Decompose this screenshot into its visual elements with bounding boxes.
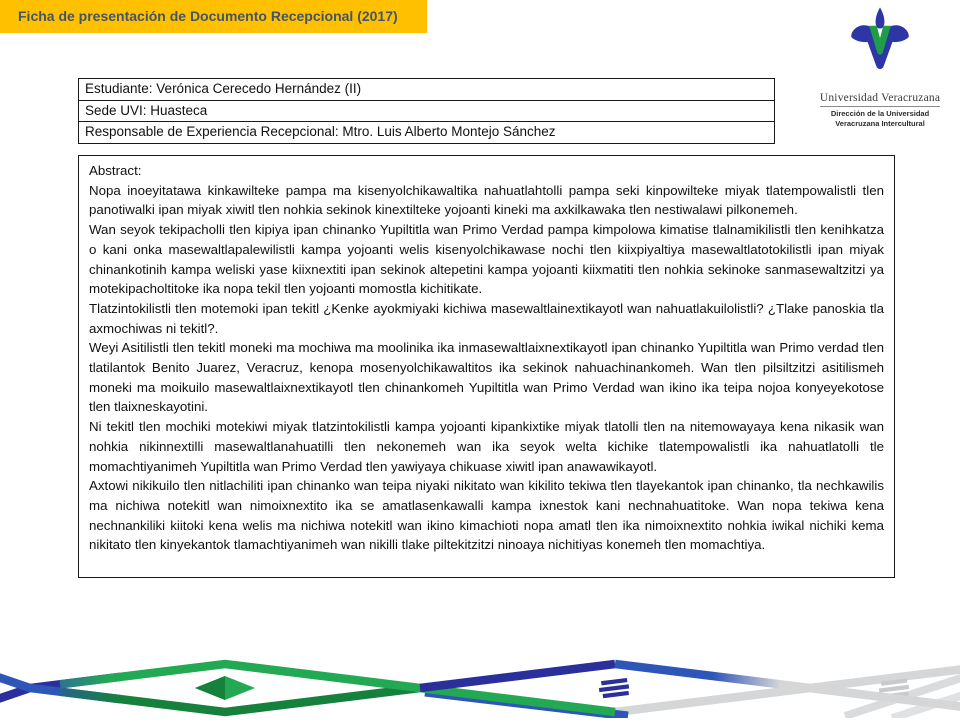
info-row: Responsable de Experiencia Recepcional: Mtro. Luis Alberto Montejo Sánchez xyxy=(85,124,556,139)
footer-ribbon-graphic xyxy=(0,656,960,718)
logo-department-line2: Veracruzana Intercultural xyxy=(835,118,925,128)
blue-striped-diamond xyxy=(598,678,630,699)
abstract-paragraph: Tlatzintokilistli tlen motemoki ipan tekitl ¿Kenke ayokmiyaki kichiwa masewaltlainextikayotl wan nahuatlakuilolistli? ¿Tlake panoskia tla axmochiwas ni tekitl?. xyxy=(89,300,884,336)
abstract-paragraphs xyxy=(89,181,884,555)
info-row: Estudiante: Verónica Cerecedo Hernández (II) xyxy=(79,79,774,101)
logo-institution-name: Universidad Veracruzana xyxy=(819,92,941,104)
student-info-table xyxy=(78,78,775,144)
abstract-paragraph: Ni tekitl tlen mochiki motekiwi miyak tlatzintokilistli kampa yojoanti kipankixtike miyak tlatolli tlen na nitemowayaya kena nikasik wan nohkia nikinnextilli masewaltlanahuatilli tlen nekonemeh wan ika seyok welta kichike tlatempowalistli ika nahuatlatolli tle momachtiyanimeh Yupiltitla wan Primo Verdad tlen yawiyaya chikuase xiwitl ipan anawawikayotl. xyxy=(89,419,884,474)
logo-department-line1: Dirección de la Universidad xyxy=(830,109,930,118)
abstract-paragraph: Axtowi nikikuilo tlen nitlachiliti ipan chinanko wan teipa niyaki nikitato wan kikilito tekiwa tlen tlayekantok ipan chinanko, tla nechkawilis ma nichiwa notekitl wan nimoixnextito ika se amatlasenkawalli kampa ixnestok kani nechnahuatitoke. Wan nopa tekiwa kena nechnankiliki kiitoki kena welis ma nichiwa notekitl wan ikino kimachioti nopa amatl tlen ika nimoixnextito nohkia iwikal nichiki kema nikitato tlen kinyekantok tlamachtiyanimeh wan nikilli tlake piltekitzitzi ninoaya nichitiyas konemeh tlen momachtiya. xyxy=(89,478,884,553)
university-logo xyxy=(810,6,950,128)
abstract-box xyxy=(78,155,895,578)
header-banner xyxy=(0,0,427,33)
info-row: Sede UVI: Huasteca xyxy=(79,101,774,123)
logo-divider xyxy=(820,106,940,107)
abstract-paragraph: Nopa inoeyitatawa kinkawilteke pampa ma kisenyolchikawaltika nahuatlahtolli pampa seki kinpowilteke miyak tlatempowalistli tlen panotiwalki ipan miyak xiwitl tlen nohkia sekinok kinextilteke yojoanti kineki ma axkilkawaka tlen nestiwalawi pilkonemeh. xyxy=(89,182,884,218)
page-title: Ficha de presentación de Documento Recepcional (2017) xyxy=(18,8,398,24)
uv-fleur-de-lis-icon xyxy=(847,6,913,90)
abstract-label: Abstract: xyxy=(89,163,142,178)
abstract-paragraph: Weyi Asitilistli tlen tekitl moneki ma mochiwa ma moolinika ika inmasewaltlaixnextikayotl ipan chinanko Yupiltitla wan Primo verdad tlen tlatilantok Benito Juarez, Veracruz, kenopa mosenyolchikawaltitos ika sekinok nahuachinankomeh. Wan tlen pilsiltzitzi asitilismeh moneki ma moikuilo masewaltlaixnextikayotl tlen chinankomeh Yupiltitla wan Primo Verdad wan ikino ika teipa nojoa konyeyekotose tlen tlaixneskayotini. xyxy=(89,340,884,415)
abstract-paragraph: Wan seyok tekipacholli tlen kipiya ipan chinanko Yupiltitla wan Primo Verdad pampa kimpolowa kimatise tlalnamikilistli tlen kenihkatza o kani onka masewaltlapalewilistli kampa yojoanti welis kisenyolchikawase nochi tlen kiixpiyaltiya masewaltlatotokilistli ipan miyak chinankotinih kampa weliski yase kiixnextiti ipan sekinok altepetini kampa yojoanti kiixmatiti tlen nohkia sekinoke sanmasewaltzitzi ya motekipacholtitoke ika nopa tekil tlen yojoanti momostla kichitikate. xyxy=(89,222,884,297)
